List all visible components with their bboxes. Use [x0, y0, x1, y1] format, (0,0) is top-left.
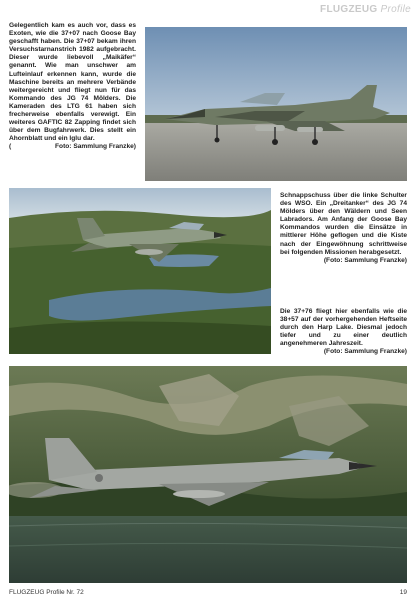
caption-text: Die 37+76 fliegt hier ebenfalls wie die 38+57 auf der vorhergehenden Heftseite durch den Harp Lake. Diesmal jedoch tiefer und zu einer deutlich angenehmeren Jahreszeit. [280, 308, 407, 348]
logo-light-text: Profile [380, 4, 411, 15]
photo-harp-lake-image [9, 366, 407, 583]
caption-open-paren: ( [9, 143, 12, 151]
footer-issue: FLUGZEUG Profile Nr. 72 [9, 589, 84, 596]
caption-text: Schnappschuss über die linke Schulter des WSO. Ein „Dreitanker“ des JG 74 Mölders über den Wäldern und Seen Labradors. Am Anfang der Goose Bay Kommandos wurden die Einsätze in mittlerer Höhe geflogen und die Kiste nach der Eingewöhnung schrittweise bei folgenden Missionen herabgesetzt. [280, 192, 407, 256]
caption-credit: Foto: Sammlung Franzke) [55, 143, 136, 151]
logo-bold-text: FLUGZEUG [320, 4, 378, 15]
caption-credit: (Foto: Sammlung Franzke) [323, 256, 407, 264]
caption-credit-line [9, 143, 136, 151]
photo-phantom-over-labrador [9, 188, 271, 354]
caption-maikaefer [9, 22, 136, 152]
photo-phantom-harp-lake [9, 366, 407, 583]
page-number: 19 [399, 589, 407, 596]
photo-phantom-ground [145, 27, 407, 181]
caption-text: Gelegentlich kam es auch vor, dass es Exoten, wie die 37+07 nach Goose Bay geschafft haben. Die 37+07 bekam ihren Versuchstarnanstrich 1982 aufgebracht. Dieser wurde liebevoll „Maikäfer“ genannt. Wie man unschwer am Lufteinlauf erkennen kann, wurde die Maschine bereits an mehrere Verbände weitergereicht und fliegt nun für das Kommando des JG 74 Mölders. Die Kameraden des LTG 61 haben sich frecherweise ebenfalls verewigt. Ein weiteres GAFTIC 82 Zapping findet sich über dem Bugfahrwerk. Dies stellt ein Ahornblatt und ein Iglu dar. [9, 22, 136, 143]
caption-harp-lake [280, 308, 407, 357]
magazine-logo [320, 4, 411, 15]
photo-labrador-image [9, 188, 271, 354]
caption-dreitanker [280, 192, 407, 265]
caption-credit: (Foto: Sammlung Franzke) [323, 348, 407, 356]
photo-ground-image [145, 27, 407, 181]
